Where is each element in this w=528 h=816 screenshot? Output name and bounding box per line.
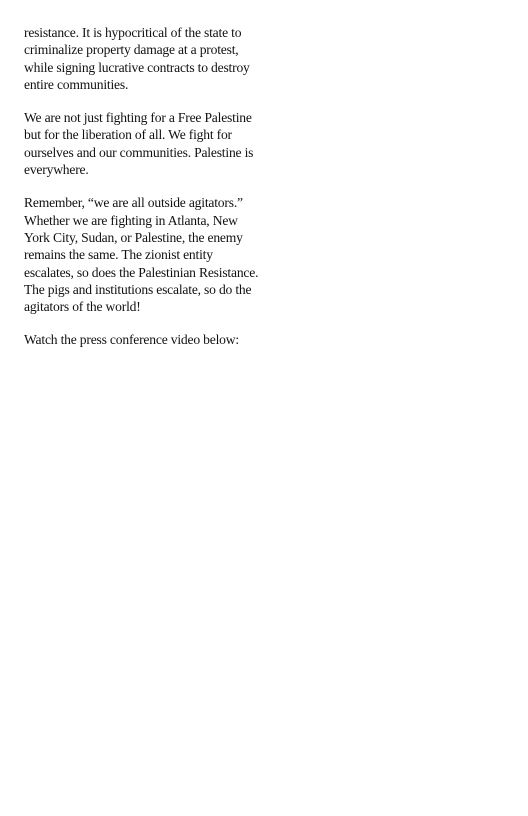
- paragraph-outside-agitators: Remember, “we are all outside agitators.” Whether we are fighting in Atlanta, New York City, Sudan, or Palestine, the enemy remains the same. The zionist entity escalates, so does the Palestinian Resistance. The pigs and institutions escalate, so do the agitators of the world!: [24, 195, 259, 315]
- article-body: [24, 24, 264, 365]
- paragraph-video-intro: Watch the press conference video below:: [24, 332, 239, 348]
- paragraph-free-palestine: We are not just fighting for a Free Palestine but for the liberation of all. We fight for ourselves and our communities. Palestine is everywhere.: [24, 110, 254, 178]
- paragraph-state-hypocrisy: resistance. It is hypocritical of the state to criminalize property damage at a protest, while signing lucrative contracts to destroy entire communities.: [24, 25, 250, 92]
